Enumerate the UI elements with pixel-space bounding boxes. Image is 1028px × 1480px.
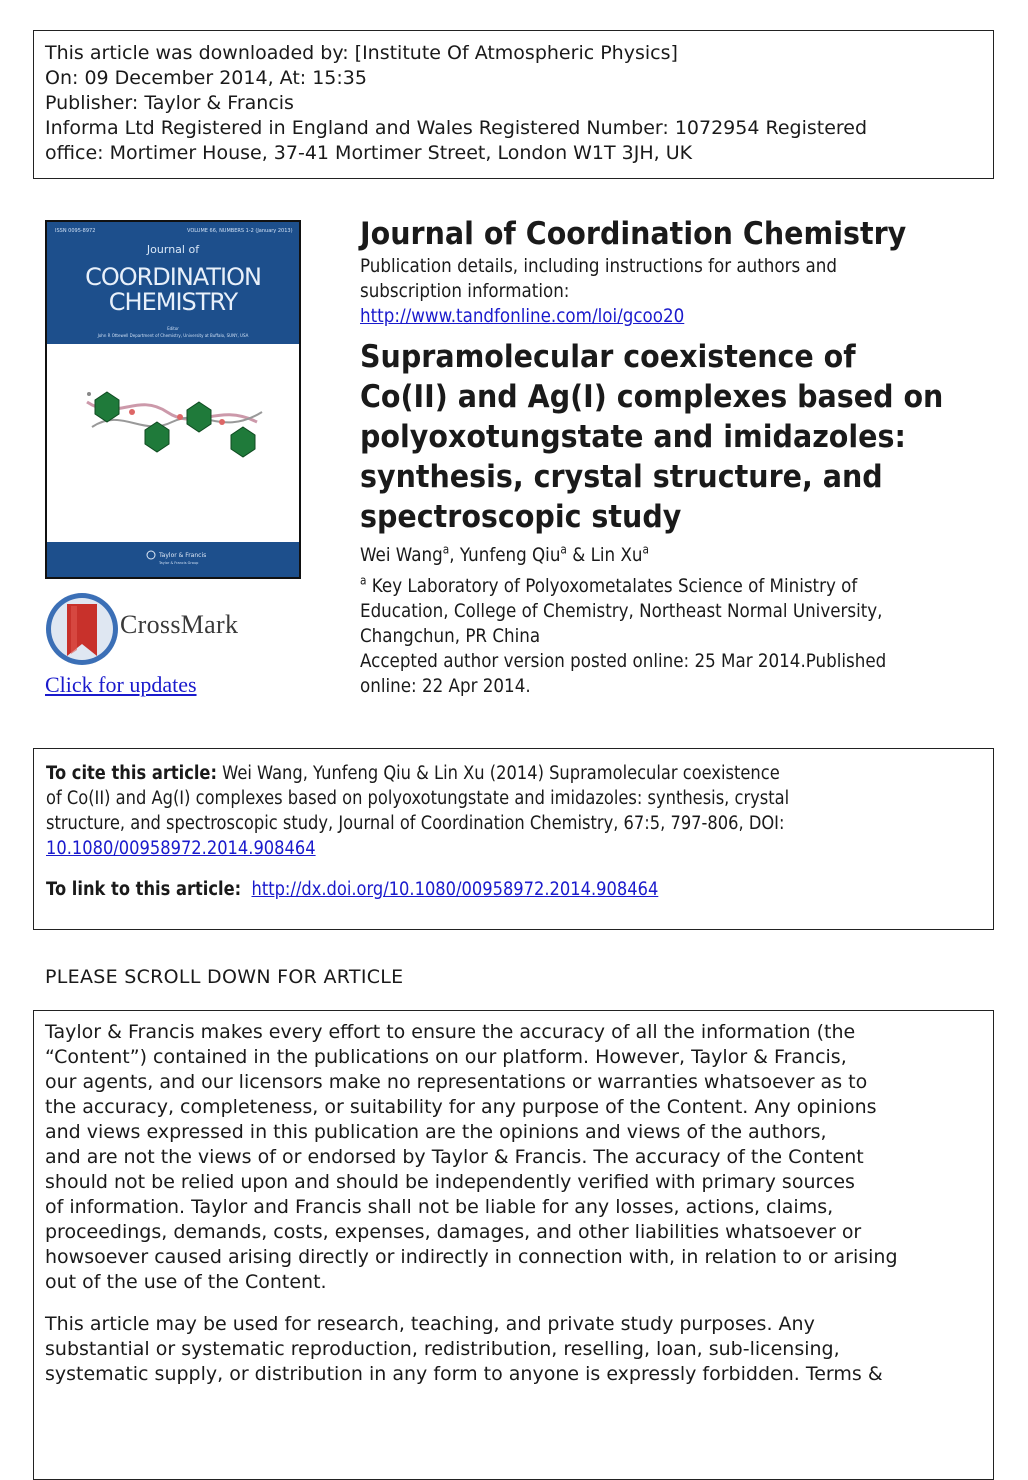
disclaimer-line: Taylor & Francis makes every effort to ensure the accuracy of all the information (the [45, 1021, 856, 1043]
publication-details: Publication details, including instructions for authors and [360, 255, 837, 277]
scroll-note: PLEASE SCROLL DOWN FOR ARTICLE [45, 966, 404, 988]
disclaimer-line: out of the use of the Content. [45, 1271, 327, 1293]
download-notice [33, 30, 994, 179]
author-name: Yunfeng Qiu [459, 544, 561, 566]
cover-publisher: Taylor & Francis [159, 552, 207, 559]
article-title-line: synthesis, crystal structure, and [360, 459, 883, 495]
disclaimer-line: This article may be used for research, teaching, and private study purposes. Any [45, 1313, 815, 1335]
cover-publisher-sub: Taylor & Francis Group [159, 561, 199, 565]
publication-dates: online: 22 Apr 2014. [360, 675, 531, 697]
affiliation [360, 574, 914, 599]
author-separator: , [449, 544, 460, 566]
disclaimer-line: howsoever caused arising directly or indirectly in connection with, in relation to or arising [45, 1246, 898, 1268]
affiliation-line: Education, College of Chemistry, Northeast Normal University, [360, 600, 883, 622]
affiliation-mark: a [360, 573, 367, 588]
cite-text: Wei Wang, Yunfeng Qiu & Lin Xu (2014) Supramolecular coexistence [216, 763, 780, 784]
download-line: office: Mortimer House, 37-41 Mortimer Street, London W1T 3JH, UK [45, 142, 693, 164]
affiliation-line: Changchun, PR China [360, 625, 541, 647]
author-name: Lin Xu [590, 544, 643, 566]
crossmark-label[interactable]: CrossMark [120, 610, 239, 639]
article-title-line: Supramolecular coexistence of [360, 339, 856, 375]
disclaimer-line: the accuracy, completeness, or suitability for any purpose of the Content. Any opinions [45, 1096, 877, 1118]
authors [360, 543, 914, 568]
author-affiliation-mark: a [560, 542, 567, 557]
download-line: Informa Ltd Registered in England and Wales Registered Number: 1072954 Registered [45, 117, 868, 139]
download-line: This article was downloaded by: [Institute Of Atmospheric Physics] [45, 42, 678, 64]
cover-volume: VOLUME 66, NUMBERS 1-2 (January 2013) [187, 228, 293, 234]
journal-cover [45, 220, 301, 579]
publication-dates: Accepted author version posted online: 25 Mar 2014.Published [360, 650, 887, 672]
cover-journal-of: Journal of [146, 243, 200, 256]
cite-label: To cite this article: [46, 763, 217, 784]
disclaimer-line: and are not the views of or endorsed by Taylor & Francis. The accuracy of the Content [45, 1146, 864, 1168]
doi-link[interactable]: 10.1080/00958972.2014.908464 [46, 838, 316, 859]
disclaimer-line: “Content”) contained in the publications on our platform. However, Taylor & Francis, [45, 1046, 847, 1068]
cover-molecule-illustration [87, 392, 262, 457]
disclaimer-line: our agents, and our licensors make no representations or warranties whatsoever as to [45, 1071, 868, 1093]
cover-editor-name: John R Ottewell Department of Chemistry, University at Buffalo, SUNY, USA [97, 333, 249, 338]
cover-issn: ISSN 0095-8972 [55, 228, 96, 234]
download-line: Publisher: Taylor & Francis [45, 92, 294, 114]
cover-editor: Editor [167, 326, 179, 331]
subscription-info: subscription information: [360, 280, 570, 302]
disclaimer-line: should not be relied upon and should be independently verified with primary sources [45, 1171, 855, 1193]
cover-coordination: COORDINATION [85, 263, 261, 291]
disclaimer-line: substantial or systematic reproduction, redistribution, reselling, loan, sub-licensing, [45, 1338, 840, 1360]
affiliation-line: Key Laboratory of Polyoxometalates Science of Ministry of [366, 575, 858, 597]
cite-text: of Co(II) and Ag(I) complexes based on polyoxotungstate and imidazoles: synthesis, crystal [46, 788, 790, 809]
article-title-line: Co(II) and Ag(I) complexes based on [360, 379, 944, 415]
disclaimer-line: systematic supply, or distribution in any form to anyone is expressly forbidden. Terms & [45, 1363, 883, 1385]
article-url-link[interactable]: http://dx.doi.org/10.1080/00958972.2014.908464 [251, 879, 659, 900]
disclaimer-paragraph [45, 1312, 982, 1387]
journal-url-link[interactable]: http://www.tandfonline.com/loi/gcoo20 [360, 305, 685, 327]
author-name: Wei Wang [360, 544, 443, 566]
disclaimer-paragraph [45, 1020, 982, 1295]
citation-box [33, 748, 994, 930]
cover-chemistry: CHEMISTRY [108, 288, 238, 316]
author-affiliation-mark: a [642, 542, 649, 557]
article-title-line: polyoxotungstate and imidazoles: [360, 419, 906, 455]
click-for-updates-link[interactable]: Click for updates [45, 672, 197, 697]
link-label: To link to this article: [46, 879, 242, 900]
article-title [360, 337, 944, 537]
article-title-line: spectroscopic study [360, 499, 682, 535]
disclaimer-box [33, 1010, 994, 1480]
author-separator: & [566, 544, 591, 566]
article-header [360, 214, 990, 699]
cite-text: structure, and spectroscopic study, Journal of Coordination Chemistry, 67:5, 797-806, DOI: [46, 813, 785, 834]
author-affiliation-mark: a [442, 542, 450, 557]
disclaimer-line: proceedings, demands, costs, expenses, damages, and other liabilities whatsoever or [45, 1221, 862, 1243]
disclaimer-line: of information. Taylor and Francis shall not be liable for any losses, actions, claims, [45, 1196, 834, 1218]
disclaimer-line: and views expressed in this publication are the opinions and views of the authors, [45, 1121, 827, 1143]
cover-bottom-band [47, 542, 299, 577]
journal-title: Journal of Coordination Chemistry [360, 216, 907, 252]
download-line: On: 09 December 2014, At: 15:35 [45, 67, 367, 89]
